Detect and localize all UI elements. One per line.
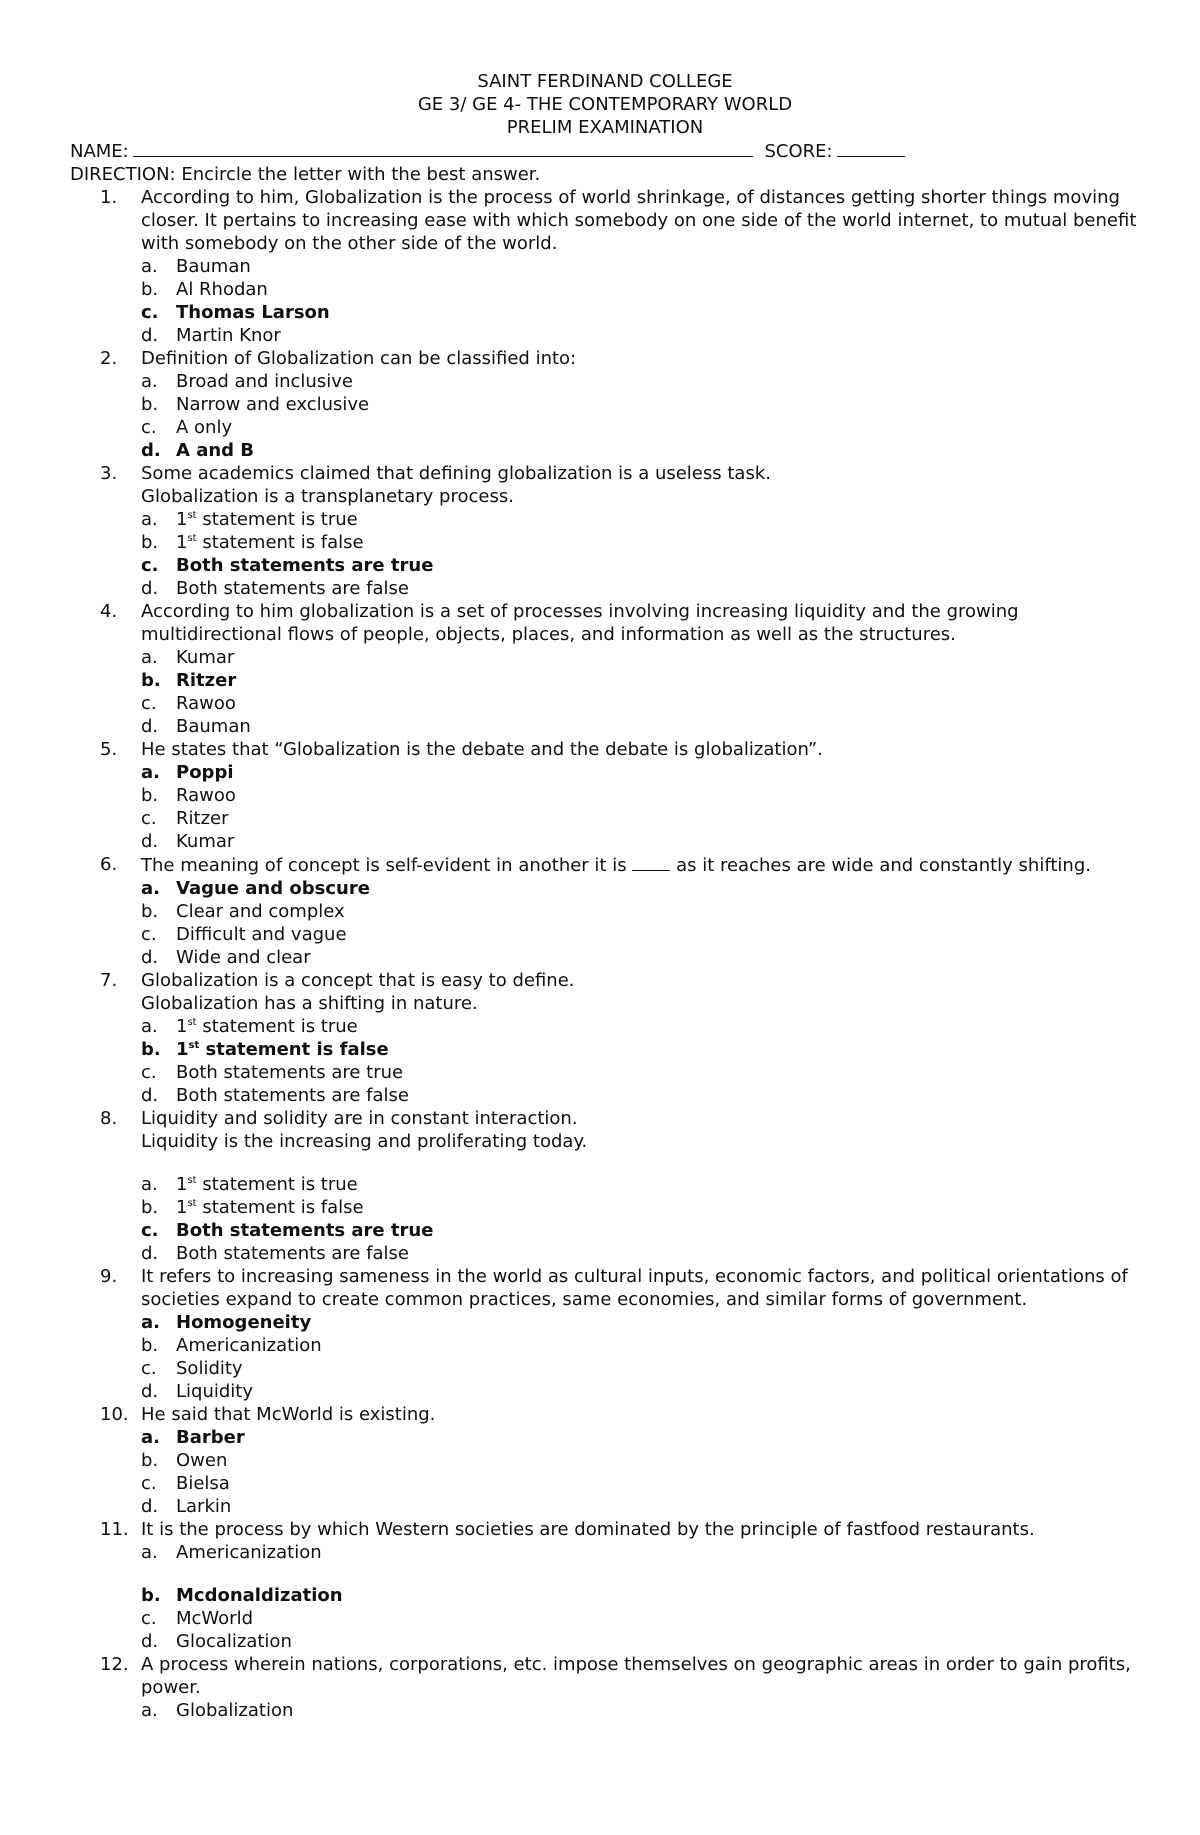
answer-option[interactable]: [70, 508, 1140, 531]
option-text: Both statements are false: [176, 1085, 409, 1106]
question-stem: [70, 600, 1140, 646]
option-letter: d.: [141, 1496, 159, 1517]
option-letter: d.: [141, 325, 159, 346]
answer-option[interactable]: [70, 1357, 1140, 1380]
option-letter: c.: [141, 417, 157, 438]
question-item: [70, 600, 1140, 738]
question-stem: [70, 853, 1140, 877]
ordinal-suffix: st: [187, 1198, 197, 1209]
answer-blank: [632, 853, 670, 871]
option-text: McWorld: [176, 1608, 254, 1629]
answer-option[interactable]: [70, 393, 1140, 416]
answer-option[interactable]: [70, 715, 1140, 738]
correct-option[interactable]: [70, 1311, 1140, 1334]
spacer: [70, 1153, 1140, 1173]
option-letter: c.: [141, 1608, 157, 1629]
question-stem: [70, 186, 1140, 255]
question-stem: [70, 1403, 1140, 1426]
option-letter: d.: [141, 716, 159, 737]
question-text: He states that “Globalization is the debate and the debate is globalization”.: [141, 739, 823, 760]
exam-page: [70, 70, 1140, 1722]
option-letter: a.: [141, 1427, 160, 1448]
question-stem: [70, 1265, 1140, 1311]
question-number: 7.: [100, 970, 118, 991]
option-letter: c.: [141, 555, 159, 576]
question-text: Some academics claimed that defining globalization is a useless task.: [141, 463, 771, 484]
correct-option[interactable]: [70, 439, 1140, 462]
question-stem: [70, 738, 1140, 761]
option-letter: d.: [141, 578, 159, 599]
option-letter: b.: [141, 670, 161, 691]
spacer: [70, 1564, 1140, 1584]
answer-option[interactable]: [70, 1630, 1140, 1653]
option-text: Both statements are true: [176, 1062, 404, 1083]
option-letter: c.: [141, 1220, 159, 1241]
answer-option[interactable]: [70, 1061, 1140, 1084]
question-stem: [70, 1107, 1140, 1153]
question-text: Globalization is a transplanetary process.: [141, 486, 514, 507]
correct-option[interactable]: [70, 1219, 1140, 1242]
option-text: Narrow and exclusive: [176, 394, 370, 415]
correct-option[interactable]: [70, 1426, 1140, 1449]
question-text: Liquidity is the increasing and proliferating today.: [141, 1131, 588, 1152]
option-text: Both statements are true: [176, 1220, 434, 1241]
option-text: 1st statement is false: [176, 1039, 389, 1060]
question-item: [70, 1518, 1140, 1653]
score-label: SCORE:: [764, 141, 833, 162]
question-text: A process wherein nations, corporations, etc. impose themselves on geographic areas in order to gain profits, power.: [141, 1654, 1131, 1698]
answer-option[interactable]: [70, 416, 1140, 439]
option-text: Both statements are true: [176, 555, 434, 576]
question-stem: [70, 347, 1140, 370]
answer-option[interactable]: [70, 531, 1140, 554]
option-text: Both statements are false: [176, 578, 409, 599]
option-text: Liquidity: [176, 1381, 254, 1402]
option-letter: b.: [141, 1450, 159, 1471]
option-letter: b.: [141, 394, 159, 415]
option-letter: a.: [141, 1542, 158, 1563]
option-text: Ritzer: [176, 670, 237, 691]
option-letter: d.: [141, 1243, 159, 1264]
answer-option[interactable]: [70, 923, 1140, 946]
option-text: Vague and obscure: [176, 878, 370, 899]
option-text: 1st statement is true: [176, 1016, 358, 1037]
answer-option[interactable]: [70, 1449, 1140, 1472]
option-letter: c.: [141, 924, 157, 945]
question-stem: [70, 1518, 1140, 1541]
option-letter: c.: [141, 693, 157, 714]
answer-option[interactable]: [70, 370, 1140, 393]
option-letter: b.: [141, 279, 159, 300]
question-text-part: as it reaches are wide and constantly shifting.: [676, 855, 1091, 876]
option-text: Kumar: [176, 831, 235, 852]
option-text: 1st statement is false: [176, 532, 364, 553]
option-text: Barber: [176, 1427, 245, 1448]
ordinal-suffix: st: [187, 510, 197, 521]
option-letter: c.: [141, 302, 159, 323]
option-text: Clear and complex: [176, 901, 345, 922]
option-text: Broad and inclusive: [176, 371, 353, 392]
question-item: [70, 1653, 1140, 1722]
option-letter: a.: [141, 371, 158, 392]
ordinal-suffix: st: [187, 1175, 197, 1186]
question-item: [70, 738, 1140, 853]
answer-option[interactable]: [70, 1334, 1140, 1357]
answer-option[interactable]: [70, 784, 1140, 807]
question-item: [70, 1265, 1140, 1403]
name-score-line: [70, 139, 1140, 163]
question-text: Globalization is a concept that is easy to define.: [141, 970, 575, 991]
question-text: [141, 853, 1140, 877]
option-text: Poppi: [176, 762, 234, 783]
option-letter: a.: [141, 1312, 160, 1333]
option-text: Glocalization: [176, 1631, 292, 1652]
question-number: 3.: [100, 463, 118, 484]
question-text: According to him globalization is a set of processes involving increasing liquidity and the growing multidirectional flows of people, objects, places, and information as well as the structures.: [141, 601, 1019, 645]
option-letter: c.: [141, 1062, 157, 1083]
option-text: Al Rhodan: [176, 279, 268, 300]
question-text: According to him, Globalization is the process of world shrinkage, of distances getting shorter things moving closer. It pertains to increasing ease with which somebody on one side of the world internet, to mutual benefit with somebody on the other side of the world.: [141, 187, 1137, 254]
option-letter: a.: [141, 1700, 158, 1721]
question-text: It is the process by which Western societies are dominated by the principle of fastfood restaurants.: [141, 1519, 1035, 1540]
question-stem: [70, 462, 1140, 508]
question-number: 8.: [100, 1108, 118, 1129]
question-text: Globalization has a shifting in nature.: [141, 993, 478, 1014]
question-number: 4.: [100, 601, 118, 622]
answer-option[interactable]: [70, 577, 1140, 600]
answer-option[interactable]: [70, 692, 1140, 715]
option-letter: d.: [141, 1381, 159, 1402]
correct-option[interactable]: [70, 1038, 1140, 1061]
answer-option[interactable]: [70, 646, 1140, 669]
option-letter: a.: [141, 762, 160, 783]
option-letter: d.: [141, 831, 159, 852]
answer-option[interactable]: [70, 1196, 1140, 1219]
option-letter: a.: [141, 256, 158, 277]
option-letter: b.: [141, 785, 159, 806]
answer-option[interactable]: [70, 1541, 1140, 1564]
option-text: Americanization: [176, 1335, 322, 1356]
option-letter: a.: [141, 1174, 158, 1195]
option-letter: d.: [141, 1631, 159, 1652]
option-letter: c.: [141, 1358, 157, 1379]
option-text: Solidity: [176, 1358, 243, 1379]
question-item: [70, 462, 1140, 600]
option-letter: c.: [141, 808, 157, 829]
question-item: [70, 347, 1140, 462]
option-letter: a.: [141, 1016, 158, 1037]
question-item: [70, 1107, 1140, 1265]
question-item: [70, 853, 1140, 969]
score-blank: [837, 139, 905, 157]
option-text: Bielsa: [176, 1473, 230, 1494]
question-text: Liquidity and solidity are in constant interaction.: [141, 1108, 578, 1129]
option-letter: b.: [141, 1335, 159, 1356]
question-item: [70, 1403, 1140, 1518]
question-item: [70, 186, 1140, 347]
option-text: Martin Knor: [176, 325, 281, 346]
option-letter: d.: [141, 947, 159, 968]
option-text: A and B: [176, 440, 255, 461]
name-blank: [133, 139, 753, 157]
option-text: Americanization: [176, 1542, 322, 1563]
answer-option[interactable]: [70, 1242, 1140, 1265]
option-text: Bauman: [176, 716, 251, 737]
question-number: 10.: [100, 1404, 129, 1425]
option-text: Both statements are false: [176, 1243, 409, 1264]
question-number: 6.: [100, 854, 118, 875]
answer-option[interactable]: [70, 830, 1140, 853]
answer-option[interactable]: [70, 900, 1140, 923]
option-letter: b.: [141, 532, 159, 553]
option-text: A only: [176, 417, 233, 438]
course-title: GE 3/ GE 4- THE CONTEMPORARY WORLD: [417, 94, 793, 115]
option-text: Rawoo: [176, 693, 236, 714]
option-text: Homogeneity: [176, 1312, 312, 1333]
correct-option[interactable]: [70, 554, 1140, 577]
answer-option[interactable]: [70, 324, 1140, 347]
correct-option[interactable]: [70, 301, 1140, 324]
exam-title: PRELIM EXAMINATION: [506, 117, 704, 138]
option-letter: a.: [141, 647, 158, 668]
correct-option[interactable]: [70, 669, 1140, 692]
answer-option[interactable]: [70, 255, 1140, 278]
correct-option[interactable]: [70, 761, 1140, 784]
option-text: 1st statement is true: [176, 509, 358, 530]
answer-option[interactable]: [70, 1472, 1140, 1495]
option-letter: b.: [141, 1585, 161, 1606]
option-letter: a.: [141, 878, 160, 899]
option-letter: b.: [141, 1197, 159, 1218]
option-letter: c.: [141, 1473, 157, 1494]
option-text: Kumar: [176, 647, 235, 668]
question-number: 12.: [100, 1654, 129, 1675]
question-text: Definition of Globalization can be classified into:: [141, 348, 577, 369]
option-text: Larkin: [176, 1496, 232, 1517]
answer-option[interactable]: [70, 807, 1140, 830]
answer-option[interactable]: [70, 1015, 1140, 1038]
option-text: Globalization: [176, 1700, 294, 1721]
option-text: Owen: [176, 1450, 228, 1471]
option-text: Mcdonaldization: [176, 1585, 343, 1606]
answer-option[interactable]: [70, 1699, 1140, 1722]
question-list: [70, 186, 1140, 1722]
question-number: 2.: [100, 348, 118, 369]
question-text: It refers to increasing sameness in the world as cultural inputs, economic factors, and political orientations of societies expand to create common practices, same economies, and similar forms of government.: [141, 1266, 1128, 1310]
ordinal-suffix: st: [187, 1017, 197, 1028]
question-number: 11.: [100, 1519, 129, 1540]
correct-option[interactable]: [70, 1584, 1140, 1607]
answer-option[interactable]: [70, 278, 1140, 301]
question-number: 1.: [100, 187, 118, 208]
answer-option[interactable]: [70, 1607, 1140, 1630]
option-letter: b.: [141, 1039, 161, 1060]
college-name: SAINT FERDINAND COLLEGE: [477, 71, 733, 92]
answer-option[interactable]: [70, 1084, 1140, 1107]
correct-option[interactable]: [70, 877, 1140, 900]
option-letter: b.: [141, 901, 159, 922]
ordinal-suffix: st: [188, 1040, 200, 1051]
option-text: Thomas Larson: [176, 302, 330, 323]
option-text: Difficult and vague: [176, 924, 347, 945]
question-text-part: The meaning of concept is self-evident in another it is: [141, 855, 627, 876]
question-number: 9.: [100, 1266, 118, 1287]
answer-option[interactable]: [70, 1173, 1140, 1196]
question-text: He said that McWorld is existing.: [141, 1404, 436, 1425]
ordinal-suffix: st: [187, 533, 197, 544]
option-letter: d.: [141, 1085, 159, 1106]
name-label: NAME:: [70, 141, 129, 162]
question-item: [70, 969, 1140, 1107]
option-text: Wide and clear: [176, 947, 311, 968]
answer-option[interactable]: [70, 1380, 1140, 1403]
option-text: 1st statement is true: [176, 1174, 358, 1195]
question-stem: [70, 1653, 1140, 1699]
answer-option[interactable]: [70, 1495, 1140, 1518]
option-text: Bauman: [176, 256, 251, 277]
option-text: 1st statement is false: [176, 1197, 364, 1218]
question-stem: [70, 969, 1140, 1015]
direction-text: DIRECTION: Encircle the letter with the best answer.: [70, 164, 541, 185]
option-letter: a.: [141, 509, 158, 530]
option-letter: d.: [141, 440, 161, 461]
question-number: 5.: [100, 739, 118, 760]
option-text: Ritzer: [176, 808, 229, 829]
option-text: Rawoo: [176, 785, 236, 806]
answer-option[interactable]: [70, 946, 1140, 969]
